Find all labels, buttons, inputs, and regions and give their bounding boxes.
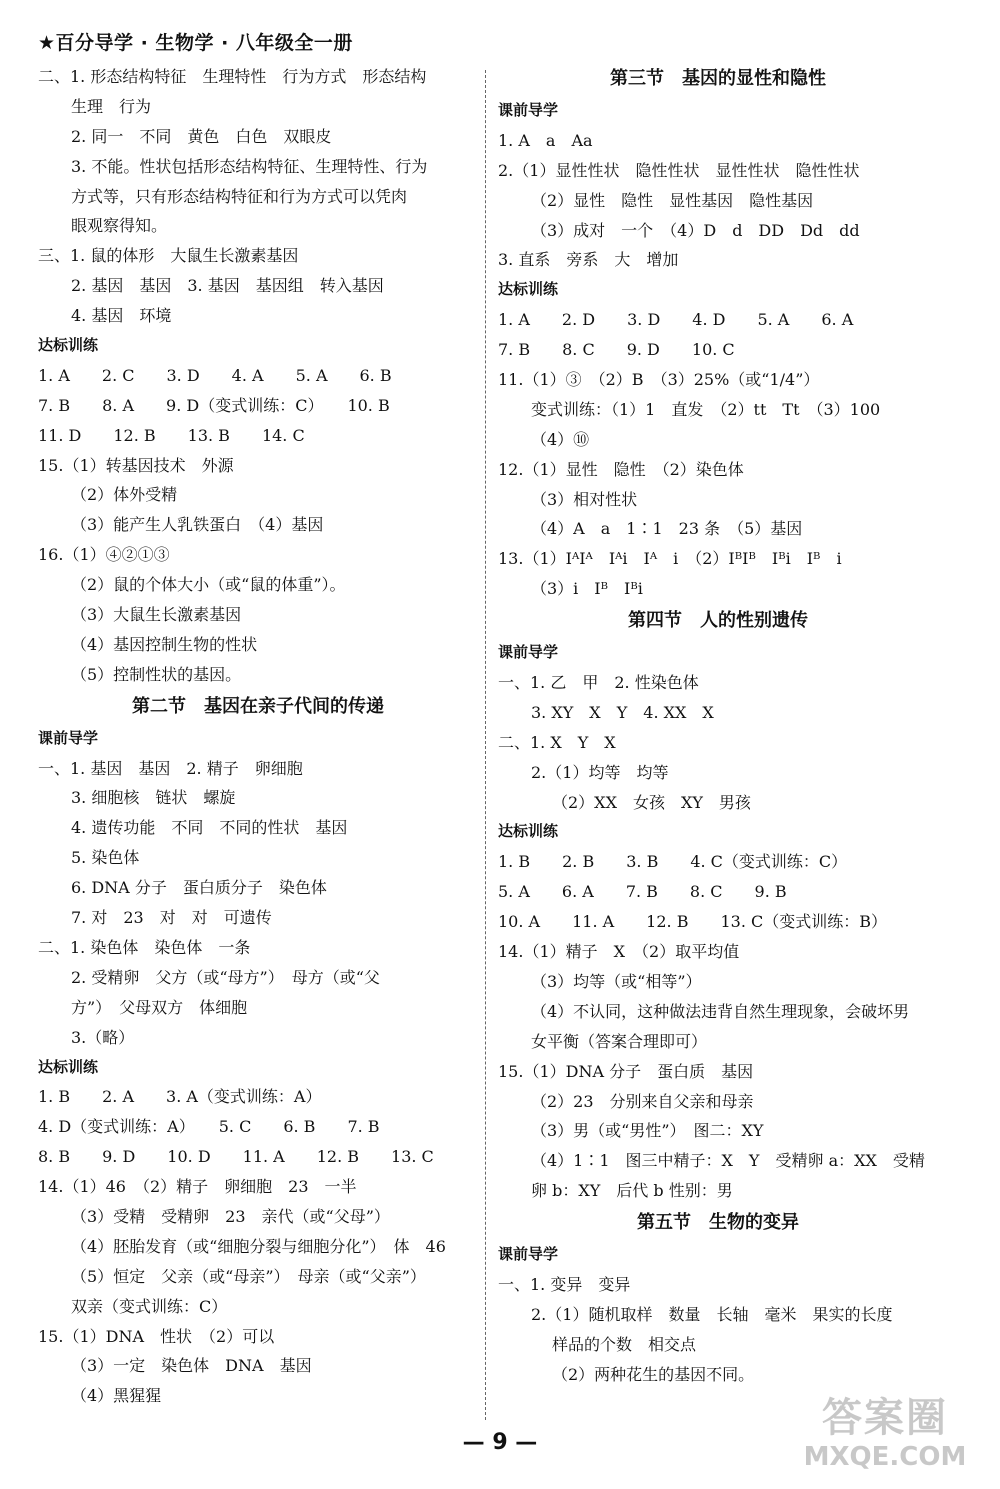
answer-line: 16.（1）④②①③ — [38, 545, 170, 565]
answer-line: 15.（1）DNA 性状 （2）可以 — [38, 1326, 275, 1346]
answer-line: （4）黑猩猩 — [71, 1386, 162, 1406]
answer-line: 样品的个数 相交点 — [552, 1334, 697, 1354]
section-title: 第三节 基因的显性和隐性 — [610, 68, 826, 89]
answer-line: 三、1. 鼠的体形 大鼠生长激素基因 — [38, 246, 299, 266]
answer-line: 一、1. 变异 变异 — [498, 1274, 631, 1294]
answer-line: 14.（1）46 （2）精子 卵细胞 23 一半 — [38, 1177, 357, 1197]
answer-line: 2. 同一 不同 黄色 白色 双眼皮 — [71, 126, 332, 146]
answer-line: （3）大鼠生长激素基因 — [71, 605, 242, 625]
subsection-heading: 达标训练 — [38, 1057, 99, 1076]
subsection-heading: 达标训练 — [498, 822, 559, 841]
answer-line: 2.（1）均等 均等 — [531, 762, 669, 782]
answer-line: 3.（略） — [71, 1027, 135, 1047]
answer-line: 眼观察得知。 — [71, 216, 168, 236]
watermark-logo — [790, 1395, 980, 1481]
answer-line: 7. B 8. C 9. D 10. C — [498, 340, 735, 360]
book-header: ★百分导学 · 生物学 · 八年级全一册 — [38, 32, 353, 54]
answer-line: 2.（1）显性性状 隐性性状 显性性状 隐性性状 — [498, 160, 860, 180]
answer-line: 13.（1）IᴬIᴬ Iᴬi Iᴬ i （2）IᴮIᴮ Iᴮi Iᴮ i — [498, 549, 842, 569]
answer-line: 5. A 6. A 7. B 8. C 9. B — [498, 882, 787, 902]
answer-line: 方式等，只有形态结构特征和行为方式可以凭肉 — [71, 186, 408, 206]
answer-line: 一、1. 基因 基因 2. 精子 卵细胞 — [38, 758, 303, 778]
answer-line: （4）1∶1 图三中精子：X Y 受精卵 a：XX 受精 — [531, 1151, 925, 1171]
answer-line: （2）体外受精 — [71, 485, 178, 505]
answer-line: 二、1. 形态结构特征 生理特性 行为方式 形态结构 — [38, 67, 427, 86]
answer-line: 14.（1）精子 X （2）取平均值 — [498, 942, 740, 962]
answer-line: 1. B 2. B 3. B 4. C（变式训练：C） — [498, 852, 848, 872]
subsection-heading: 达标训练 — [38, 336, 99, 355]
answer-line: （3）均等（或“相等”） — [531, 971, 702, 991]
answer-line: （3）相对性状 — [531, 489, 638, 509]
watermark-top: 答案圈 — [822, 1395, 948, 1441]
answer-line: （3）能产生人乳铁蛋白 （4）基因 — [71, 515, 324, 535]
answer-line: （3）成对 一个 （4）D d DD Dd dd — [531, 220, 860, 240]
subsection-heading: 课前导学 — [38, 728, 99, 747]
answer-line: 方”） 父母双方 体细胞 — [71, 997, 248, 1017]
section-title: 第四节 人的性别遗传 — [628, 610, 808, 632]
answer-line: （2）两种花生的基因不同。 — [552, 1364, 755, 1384]
answer-line: 2. 基因 基因 3. 基因 基因组 转入基因 — [71, 276, 384, 296]
answer-line: （2）23 分别来自父亲和母亲 — [531, 1091, 754, 1111]
right-column — [498, 62, 938, 1390]
answer-line: 1. A 2. C 3. D 4. A 5. A 6. B — [38, 365, 392, 385]
answer-line: 2. 受精卵 父方（或“母方”） 母方（或“父 — [71, 967, 380, 987]
answer-line: （3）受精 受精卵 23 亲代（或“父母”） — [71, 1206, 390, 1226]
answer-line: （2）显性 隐性 显性基因 隐性基因 — [531, 190, 814, 210]
answer-line: 4. D（变式训练：A） 5. C 6. B 7. B — [38, 1117, 380, 1137]
answer-line: 1. B 2. A 3. A（变式训练：A） — [38, 1087, 322, 1107]
answer-line: 6. DNA 分子 蛋白质分子 染色体 — [71, 878, 327, 898]
section-title: 第二节 基因在亲子代间的传递 — [132, 695, 384, 717]
answer-line: 二、1. X Y X — [498, 732, 616, 752]
answer-line: 二、1. 染色体 染色体 一条 — [38, 937, 251, 957]
answer-line: 12.（1）显性 隐性 （2）染色体 — [498, 459, 744, 479]
answer-line: 3. XY X Y 4. XX X — [531, 702, 714, 722]
answer-line: （4）胚胎发育（或“细胞分裂与细胞分化”） 体 46 — [71, 1236, 446, 1256]
answer-line: 女平衡（答案合理即可） — [531, 1031, 708, 1051]
answer-line: 11.（1）③ （2）B （3）25%（或“1/4”） — [498, 370, 820, 390]
answer-line: 7. 对 23 对 对 可遗传 — [71, 908, 272, 928]
subsection-heading: 课前导学 — [498, 101, 559, 119]
answer-line: （3）i Iᴮ Iᴮi — [531, 579, 643, 599]
answer-line: （2）XX 女孩 XY 男孩 — [552, 792, 751, 812]
answer-line: 5. 染色体 — [71, 848, 140, 868]
answer-line: 8. B 9. D 10. D 11. A 12. B 13. C — [38, 1147, 434, 1167]
answer-line: 15.（1）转基因技术 外源 — [38, 455, 234, 475]
answer-line: 1. A 2. D 3. D 4. D 5. A 6. A — [498, 310, 854, 330]
answer-line: 7. B 8. A 9. D（变式训练：C） 10. B — [38, 395, 390, 415]
answer-line: （4）基因控制生物的性状 — [71, 634, 258, 654]
answer-line: （2）鼠的个体大小（或“鼠的体重”）。 — [71, 575, 346, 595]
answer-line: 15.（1）DNA 分子 蛋白质 基因 — [498, 1061, 754, 1081]
answer-line: （3）男（或“男性”） 图二：XY — [531, 1121, 764, 1141]
answer-line: 3. 细胞核 链状 螺旋 — [71, 788, 236, 808]
answer-line: （4）不认同，这种做法违背自然生理现象，会破坏男 — [531, 1001, 910, 1021]
watermark-bottom: MXQE.COM — [803, 1442, 967, 1472]
answer-line: 3. 不能。性状包括形态结构特征、生理特性、行为 — [71, 156, 428, 176]
answer-line: 3. 直系 旁系 大 增加 — [498, 250, 679, 270]
answer-line: 生理 行为 — [71, 96, 152, 116]
subsection-heading: 达标训练 — [498, 280, 559, 299]
column-divider — [485, 70, 486, 1420]
answer-line: 11. D 12. B 13. B 14. C — [38, 425, 305, 445]
answer-line: 一、1. 乙 甲 2. 性染色体 — [498, 673, 699, 693]
answer-line: （4）A a 1∶1 23 条 （5）基因 — [531, 519, 803, 539]
answer-line: 2.（1）随机取样 数量 长轴 毫米 果实的长度 — [531, 1304, 893, 1324]
page-number: — 9 — — [462, 1430, 538, 1455]
subsection-heading: 课前导学 — [498, 643, 559, 662]
left-column — [38, 62, 478, 1411]
answer-line: （4）⑩ — [531, 429, 590, 449]
answer-line: （5）控制性状的基因。 — [71, 664, 242, 684]
answer-line: 4. 遗传功能 不同 不同的性状 基因 — [71, 818, 348, 838]
answer-line: 双亲（变式训练：C） — [71, 1296, 228, 1316]
answer-line: 变式训练：（1）1 直发 （2）tt Tt （3）100 — [531, 399, 881, 419]
answer-line: （5）恒定 父亲（或“母亲”） 母亲（或“父亲”） — [71, 1266, 426, 1286]
section-title: 第五节 生物的变异 — [637, 1212, 799, 1234]
answer-line: 1. A a Aa — [498, 130, 593, 150]
answer-line: 10. A 11. A 12. B 13. C（变式训练：B） — [498, 912, 887, 932]
answer-line: 4. 基因 环境 — [71, 306, 172, 326]
answer-line: 卵 b：XY 后代 b 性别：男 — [531, 1181, 733, 1201]
answer-line: （3）一定 染色体 DNA 基因 — [71, 1356, 312, 1376]
subsection-heading: 课前导学 — [498, 1245, 559, 1264]
